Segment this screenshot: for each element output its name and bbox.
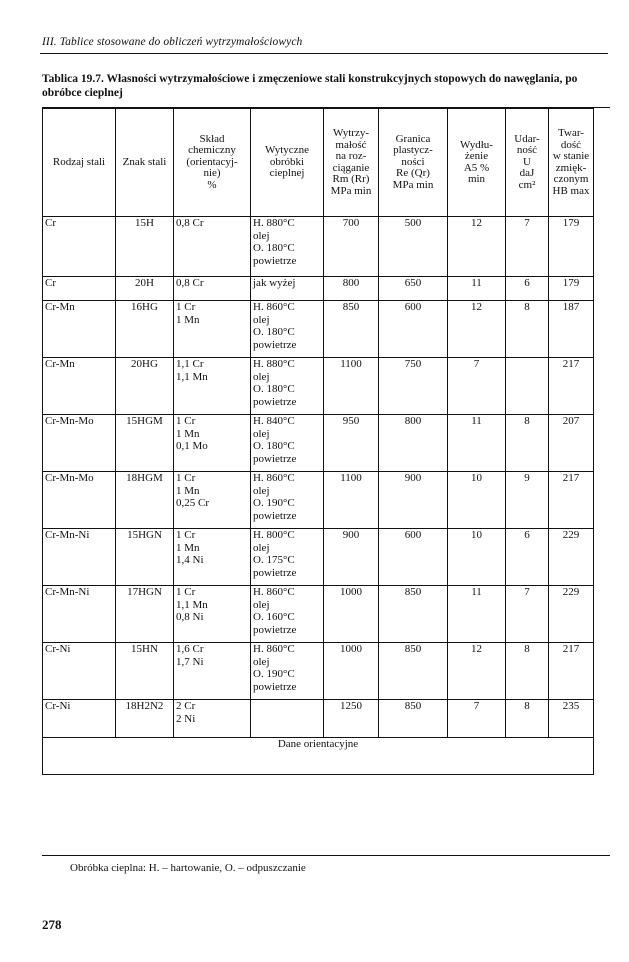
cell-line: Twar- xyxy=(558,127,584,139)
cell-line: O. 160°C xyxy=(253,611,295,623)
cell-line: nie) xyxy=(203,167,221,180)
cell-sklad xyxy=(174,529,251,586)
cell-line: Wytrzy- xyxy=(333,127,369,139)
cell-a5: 11 xyxy=(448,415,506,472)
cell-line: HB max xyxy=(552,184,590,197)
cell-line: 1,7 Ni xyxy=(176,655,204,668)
header-u xyxy=(506,109,549,217)
cell-line: 1 Cr xyxy=(176,301,196,313)
cell-znak: 15H xyxy=(116,217,174,277)
cell-line: % xyxy=(207,178,217,191)
cell-line: plastycz- xyxy=(393,144,433,157)
cell-rodzaj: Cr xyxy=(43,277,116,301)
page-number: 278 xyxy=(42,917,62,932)
cell-obrobka xyxy=(251,358,324,415)
header-re xyxy=(379,109,448,217)
cell-rm: 1250 xyxy=(324,700,379,738)
cell-line: min xyxy=(467,173,486,185)
cell-sklad xyxy=(174,358,251,415)
cell-a5: 10 xyxy=(448,529,506,586)
cell-line: powietrze xyxy=(253,254,297,267)
cell-line: 0,8 Cr xyxy=(176,277,204,289)
cell-znak: 18HGM xyxy=(116,472,174,529)
cell-sklad xyxy=(174,217,251,277)
table-row xyxy=(43,586,594,643)
cell-rodzaj: Cr-Mn xyxy=(43,301,116,358)
cell-rodzaj: Cr-Mn-Mo xyxy=(43,415,116,472)
cell-line: O. 175°C xyxy=(253,554,295,566)
cell-line: Rm (Rr) xyxy=(332,173,370,185)
cell-a5: 7 xyxy=(448,358,506,415)
cell-line: 0,1 Mo xyxy=(176,440,208,452)
cell-line: 1 Mn xyxy=(176,484,200,497)
cell-line: 0,8 Cr xyxy=(176,217,204,229)
cell-line: 1,1 Mn xyxy=(176,598,208,611)
table-row xyxy=(43,643,594,700)
cell-rm: 800 xyxy=(324,277,379,301)
table-row xyxy=(43,700,594,738)
cell-re: 900 xyxy=(379,472,448,529)
header-rm xyxy=(324,109,379,217)
header-obrobka xyxy=(251,109,324,217)
cell-u: 8 xyxy=(506,700,549,738)
cell-re: 500 xyxy=(379,217,448,277)
table-row xyxy=(43,529,594,586)
cell-line: powietrze xyxy=(253,395,297,408)
cell-znak: 17HGN xyxy=(116,586,174,643)
cell-rm: 850 xyxy=(324,301,379,358)
cell-line: w stanie xyxy=(552,150,590,162)
cell-line: 0,8 Ni xyxy=(176,611,204,623)
table-row xyxy=(43,301,594,358)
cell-line: 2 Ni xyxy=(176,712,196,725)
cell-rodzaj: Cr-Ni xyxy=(43,643,116,700)
cell-line: 1 Mn xyxy=(176,313,200,326)
table-row xyxy=(43,415,594,472)
cell-re: 850 xyxy=(379,586,448,643)
cell-line: cm² xyxy=(518,178,536,191)
cell-obrobka xyxy=(251,643,324,700)
cell-line: olej xyxy=(253,655,270,668)
cell-znak: 15HN xyxy=(116,643,174,700)
cell-line: 1 Cr xyxy=(176,415,196,427)
cell-line: 1 Cr xyxy=(176,472,196,484)
cell-line: olej xyxy=(253,427,270,440)
cell-znak: 20HG xyxy=(116,358,174,415)
cell-line: MPa min xyxy=(392,178,434,191)
footnote: Obróbka cieplna: H. – hartowanie, O. – odpuszczanie xyxy=(70,862,306,874)
cell-rodzaj: Cr-Mn-Ni xyxy=(43,586,116,643)
cell-obrobka xyxy=(251,472,324,529)
cell-hb: 207 xyxy=(549,415,594,472)
cell-hb: 235 xyxy=(549,700,594,738)
header-znak: Znak stali xyxy=(116,109,174,217)
cell-sklad xyxy=(174,700,251,738)
cell-obrobka xyxy=(251,529,324,586)
cell-a5: 11 xyxy=(448,277,506,301)
cell-line: powietrze xyxy=(253,623,297,636)
cell-line: 1,6 Cr xyxy=(176,643,204,655)
cell-rm: 1000 xyxy=(324,643,379,700)
cell-sklad xyxy=(174,472,251,529)
cell-line: 1,1 Cr xyxy=(176,358,204,370)
cell-u xyxy=(506,358,549,415)
table-body xyxy=(43,217,594,738)
cell-line: ność xyxy=(516,144,538,157)
cell-znak: 18H2N2 xyxy=(116,700,174,738)
cell-rodzaj: Cr xyxy=(43,217,116,277)
cell-rm: 700 xyxy=(324,217,379,277)
cell-a5: 12 xyxy=(448,301,506,358)
cell-hb: 179 xyxy=(549,277,594,301)
cell-hb: 217 xyxy=(549,358,594,415)
cell-a5: 12 xyxy=(448,217,506,277)
cell-line: 1 Cr xyxy=(176,586,196,598)
table-row xyxy=(43,277,594,301)
cell-u: 7 xyxy=(506,586,549,643)
cell-line: olej xyxy=(253,313,270,326)
cell-re: 650 xyxy=(379,277,448,301)
cell-znak: 16HG xyxy=(116,301,174,358)
cell-line: H. 880°C xyxy=(253,358,295,370)
cell-rodzaj: Cr-Ni xyxy=(43,700,116,738)
cell-line: 2 Cr xyxy=(176,700,196,712)
cell-line: ności xyxy=(401,155,425,168)
cell-line: żenie xyxy=(464,150,489,162)
cell-u: 8 xyxy=(506,415,549,472)
cell-a5: 12 xyxy=(448,643,506,700)
cell-line: powietrze xyxy=(253,338,297,351)
cell-line: chemiczny xyxy=(188,144,236,157)
header-a5 xyxy=(448,109,506,217)
cell-obrobka xyxy=(251,415,324,472)
cell-rodzaj: Cr-Mn-Mo xyxy=(43,472,116,529)
cell-line: Granica xyxy=(395,132,431,145)
cell-hb: 229 xyxy=(549,586,594,643)
cell-line: (orientacyj- xyxy=(186,155,238,168)
cell-rm: 1100 xyxy=(324,472,379,529)
cell-rm: 950 xyxy=(324,415,379,472)
cell-line: A5 % xyxy=(463,161,490,174)
cell-line: H. 860°C xyxy=(253,586,295,598)
cell-line: Wydłu- xyxy=(460,138,493,151)
cell-rodzaj: Cr-Mn-Ni xyxy=(43,529,116,586)
cell-line: 1 Mn xyxy=(176,541,200,554)
cell-obrobka xyxy=(251,700,324,738)
cell-line: olej xyxy=(253,598,270,611)
cell-obrobka xyxy=(251,301,324,358)
cell-line: Wytyczne xyxy=(265,144,309,157)
running-head: III. Tablice stosowane do obliczeń wytrzymałościowych xyxy=(42,36,303,48)
cell-line: MPa min xyxy=(330,184,372,197)
cell-sklad xyxy=(174,643,251,700)
cell-sklad xyxy=(174,415,251,472)
cell-u: 6 xyxy=(506,277,549,301)
cell-sklad xyxy=(174,586,251,643)
cell-line: O. 180°C xyxy=(253,440,295,452)
cell-re: 800 xyxy=(379,415,448,472)
cell-line: H. 860°C xyxy=(253,643,295,655)
cell-line: powietrze xyxy=(253,566,297,579)
table-bottom-rule xyxy=(42,855,610,856)
cell-line: olej xyxy=(253,484,270,497)
cell-line: czonym xyxy=(553,173,589,185)
cell-a5: 7 xyxy=(448,700,506,738)
cell-rm: 1000 xyxy=(324,586,379,643)
cell-a5: 11 xyxy=(448,586,506,643)
cell-line: olej xyxy=(253,229,270,242)
cell-rm: 1100 xyxy=(324,358,379,415)
cell-line: H. 860°C xyxy=(253,472,295,484)
cell-line: powietrze xyxy=(253,680,297,693)
cell-rodzaj: Cr-Mn xyxy=(43,358,116,415)
cell-line: olej xyxy=(253,370,270,383)
cell-line: Udar- xyxy=(514,132,540,145)
table-row xyxy=(43,358,594,415)
cell-line: zmięk- xyxy=(555,161,587,174)
note-row xyxy=(43,738,594,775)
cell-hb: 187 xyxy=(549,301,594,358)
table-row xyxy=(43,472,594,529)
cell-line: 1,4 Ni xyxy=(176,554,204,566)
cell-line: jak wyżej xyxy=(253,277,296,289)
cell-line: 1,1 Mn xyxy=(176,370,208,383)
cell-line: daJ xyxy=(519,167,535,180)
cell-sklad xyxy=(174,277,251,301)
note-cell: Dane orientacyjne xyxy=(43,738,594,775)
cell-u: 6 xyxy=(506,529,549,586)
cell-re: 600 xyxy=(379,529,448,586)
table-row xyxy=(43,217,594,277)
cell-hb: 217 xyxy=(549,643,594,700)
cell-re: 750 xyxy=(379,358,448,415)
cell-u: 7 xyxy=(506,217,549,277)
cell-line: H. 840°C xyxy=(253,415,295,427)
header-rodzaj: Rodzaj stali xyxy=(43,109,116,217)
cell-re: 850 xyxy=(379,643,448,700)
cell-hb: 179 xyxy=(549,217,594,277)
cell-line: O. 190°C xyxy=(253,497,295,509)
cell-znak: 20H xyxy=(116,277,174,301)
header-hb xyxy=(549,109,594,217)
cell-hb: 229 xyxy=(549,529,594,586)
cell-line: dość xyxy=(560,138,582,151)
cell-u: 8 xyxy=(506,643,549,700)
cell-line: powietrze xyxy=(253,452,297,465)
cell-line: 1 Cr xyxy=(176,529,196,541)
cell-u: 8 xyxy=(506,301,549,358)
header-sklad xyxy=(174,109,251,217)
table-caption: Tablica 19.7. Własności wytrzymałościowe i zmęczeniowe stali konstrukcyjnych stopowych do nawęglania, po obróbce cieplnej xyxy=(42,73,578,99)
header-rule xyxy=(40,53,608,54)
cell-line: powietrze xyxy=(253,509,297,522)
cell-u: 9 xyxy=(506,472,549,529)
cell-re: 850 xyxy=(379,700,448,738)
cell-line: małość xyxy=(335,138,367,151)
cell-line: obróbki xyxy=(269,155,305,168)
cell-line: U xyxy=(523,155,531,168)
cell-re: 600 xyxy=(379,301,448,358)
cell-line: H. 880°C xyxy=(253,217,295,229)
cell-hb: 217 xyxy=(549,472,594,529)
header-row xyxy=(43,109,594,217)
cell-znak: 15HGN xyxy=(116,529,174,586)
cell-line: cieplnej xyxy=(269,167,305,180)
cell-obrobka xyxy=(251,277,324,301)
cell-line: O. 180°C xyxy=(253,326,295,338)
cell-rm: 900 xyxy=(324,529,379,586)
cell-line: O. 180°C xyxy=(253,242,295,254)
cell-line: 1 Mn xyxy=(176,427,200,440)
cell-obrobka xyxy=(251,217,324,277)
cell-line: H. 860°C xyxy=(253,301,295,313)
cell-line: ciąganie xyxy=(332,161,370,174)
cell-line: olej xyxy=(253,541,270,554)
cell-line: O. 180°C xyxy=(253,383,295,395)
cell-line: H. 800°C xyxy=(253,529,295,541)
cell-line: O. 190°C xyxy=(253,668,295,680)
properties-table xyxy=(42,108,594,775)
cell-line: Re (Qr) xyxy=(396,167,430,180)
cell-line: na roz- xyxy=(335,150,367,162)
cell-sklad xyxy=(174,301,251,358)
cell-znak: 15HGM xyxy=(116,415,174,472)
cell-a5: 10 xyxy=(448,472,506,529)
cell-obrobka xyxy=(251,586,324,643)
cell-line: 0,25 Cr xyxy=(176,497,209,509)
cell-line: Skład xyxy=(199,132,225,145)
